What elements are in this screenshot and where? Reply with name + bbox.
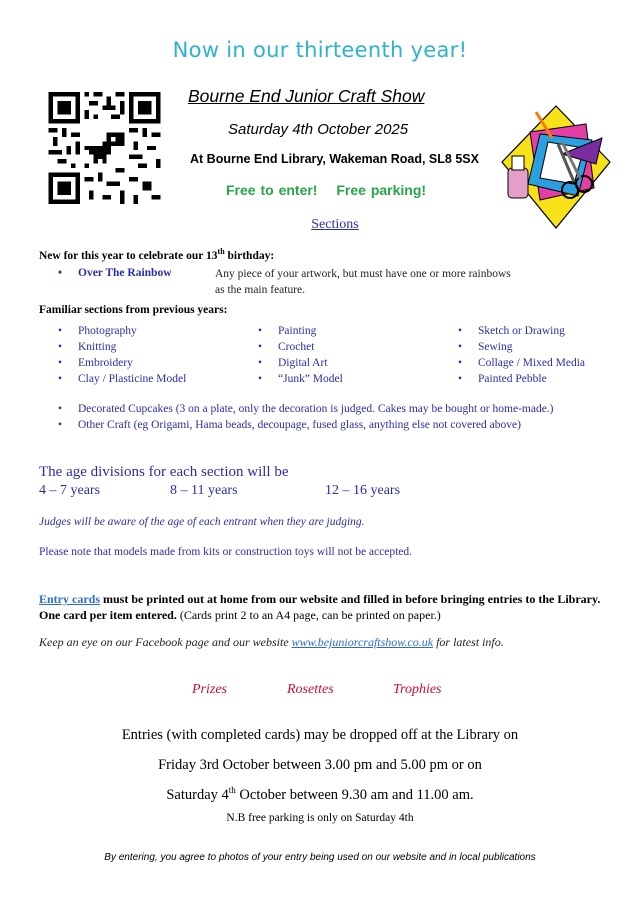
- keep-eye-note: Keep an eye on our Facebook page and our website www.bejuniorcraftshow.co.uk for latest info.: [39, 635, 504, 649]
- section-item: • Collage / Mixed Media: [478, 357, 585, 373]
- craft-tools-icon: [500, 104, 612, 230]
- new-section-name: • Over The Rainbow: [78, 267, 172, 279]
- dropoff-line-1: Entries (with completed cards) may be dropped off at the Library on: [121, 727, 519, 743]
- new-section-description: Any piece of your artwork, but must have one or more rainbows as the main feature.: [215, 268, 511, 296]
- dropoff-line-2: Friday 3rd October between 3.00 pm and 5.00 pm or on: [158, 757, 482, 773]
- familiar-sections-heading: Familiar sections from previous years:: [39, 304, 228, 316]
- dropoff-line-3: Saturday 4th October between 9.30 am and 11.00 am.: [166, 785, 474, 803]
- trophies-label: Trophies: [393, 682, 442, 697]
- judges-note: Judges will be aware of the age of each entrant when they are judging.: [39, 516, 365, 528]
- parking-note: N.B free parking is only on Saturday 4th: [226, 812, 414, 824]
- entry-cards-link[interactable]: Entry cards: [39, 592, 100, 606]
- rosettes-label: Rosettes: [287, 682, 334, 697]
- website-link[interactable]: www.bejuniorcraftshow.co.uk: [291, 635, 434, 649]
- entry-cards-info: Entry cards must be printed out at home from our website and filled in before bringing entries to the Library. One card per item entered. (Cards print 2 to an A4 page, can be printed on paper.): [39, 592, 601, 622]
- models-note: Please note that models made from kits or construction toys will not be accepted.: [39, 546, 413, 558]
- show-title: Bourne End Junior Craft Show: [188, 86, 425, 106]
- section-item: • Crochet: [278, 341, 343, 357]
- photo-consent-footer: By entering, you agree to photos of your entry being used on our website and in local publications: [104, 852, 536, 863]
- free-notice: [226, 182, 440, 198]
- sections-column-2: [278, 325, 343, 389]
- age-division: 4 – 7 years: [39, 483, 101, 498]
- show-date: Saturday 4th October 2025: [228, 121, 409, 138]
- new-for-year-heading: New for this year to celebrate our 13th birthday:: [39, 247, 275, 262]
- section-item-cupcakes: • Decorated Cupcakes (3 on a plate, only the decoration is judged. Cakes may be bought or home-made.): [78, 403, 554, 415]
- age-division: 12 – 16 years: [325, 483, 401, 498]
- section-item-other-craft: • Other Craft (eg Origami, Hama beads, decoupage, fused glass, anything else not covered above): [78, 419, 521, 431]
- free-to-enter: Free to enter!: [226, 182, 318, 198]
- section-item: • Embroidery: [78, 357, 186, 373]
- prize-label: Prizes: [192, 682, 227, 697]
- banner-heading: Now in our thirteenth year!: [172, 38, 468, 62]
- age-divisions-heading: The age divisions for each section will be: [39, 464, 289, 480]
- section-item: • Knitting: [78, 341, 186, 357]
- show-venue: At Bourne End Library, Wakeman Road, SL8 5SX: [190, 152, 479, 166]
- section-item: • “Junk” Model: [278, 373, 343, 389]
- free-parking: Free parking!: [336, 182, 427, 198]
- section-item: • Clay / Plasticine Model: [78, 373, 186, 389]
- section-item: • Painted Pebble: [478, 373, 585, 389]
- section-item: • Painting: [278, 325, 343, 341]
- age-division: 8 – 11 years: [170, 483, 238, 498]
- section-item: • Digital Art: [278, 357, 343, 373]
- sections-column-1: [78, 325, 186, 389]
- sections-heading: Sections: [311, 217, 359, 232]
- section-item: • Sketch or Drawing: [478, 325, 585, 341]
- qr-code-icon[interactable]: [42, 92, 167, 204]
- section-item: • Photography: [78, 325, 186, 341]
- sections-column-3: [478, 325, 585, 389]
- section-item: • Sewing: [478, 341, 585, 357]
